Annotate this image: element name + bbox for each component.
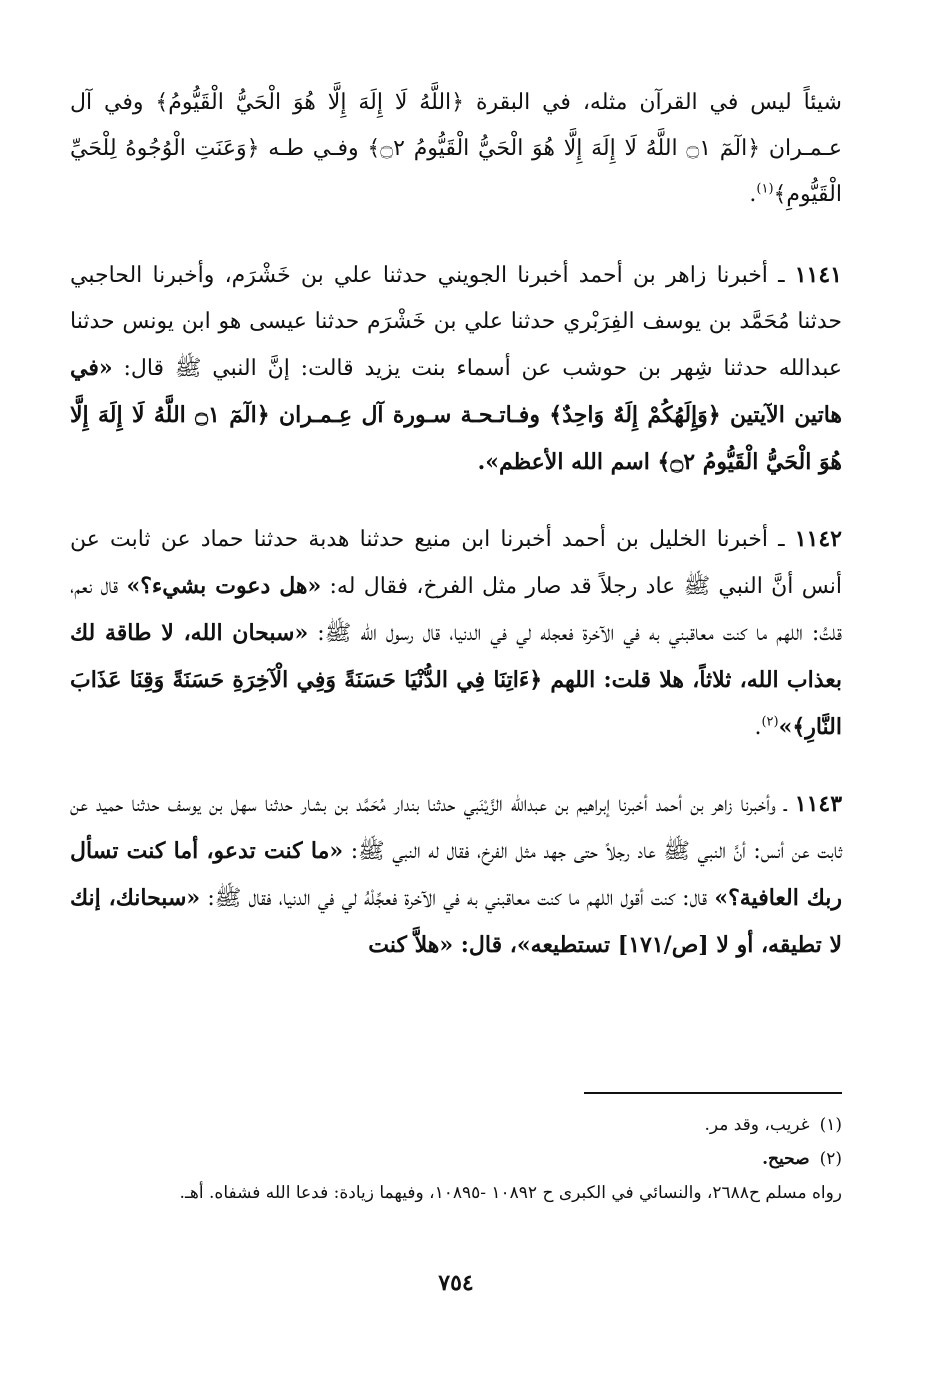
footnote-2-detail bbox=[70, 1176, 842, 1210]
footnote-text: غريب، وقد مر. bbox=[704, 1115, 810, 1135]
footnote-divider bbox=[584, 1092, 842, 1094]
hadith-1141 bbox=[70, 252, 842, 486]
hadith-number: ١١٤٣ bbox=[794, 791, 843, 817]
footnotes bbox=[70, 1108, 842, 1210]
page-number: ٧٥٤ bbox=[438, 1270, 474, 1296]
hadith-number: ١١٤٢ bbox=[794, 526, 842, 552]
hadith-chain: ـ أخبرنا زاهر بن أحمد أخبرنا الجويني حدثنا علي بن خَشْرَم، وأخبرنا الحاجبي حدثنا مُحَمَّد بن يوسف الفِرَبْري حدثنا علي بن خَشْرَم حدثنا عيسى هو ابن يونس حدثنا عبدالله حدثنا شِهر بن حوشب عن أسماء بنت يزيد قالت: إنَّ النبي ﷺ قال: bbox=[70, 263, 842, 381]
page bbox=[70, 80, 842, 1323]
hadith-quote: «ما كنت تدعو، أما كنت تسأل ربك العافية؟» bbox=[70, 838, 842, 911]
intro-paragraph: شيئاً ليس في القرآن مثله، في البقرة ﴿اللَّهُ لَا إِلَهَ إِلَّا هُوَ الْحَيُّ الْقَيُّومُ﴾ وفي آل عـمـران ﴿الٓمٓ ۝١ اللَّهُ لَا إِلَهَ إِلَّا هُوَ الْحَيُّ الْقَيُّومُ ۝٢﴾ وفـي طـه ﴿وَعَنَتِ الْوُجُوهُ لِلْحَيِّ الْقَيُّومِ﴾$^{(١)}$. bbox=[70, 90, 842, 207]
footnote-1 bbox=[70, 1108, 842, 1142]
footnote-ref-1[interactable]: (١) bbox=[756, 181, 774, 197]
footnote-label: (١) bbox=[819, 1115, 842, 1135]
hadith-matn: «سبحانك، إنك لا تطيقه، أو لا [ص/١٧١] تستطيعه»، قال: «هلاَّ كنت bbox=[70, 885, 842, 958]
hadith-quote: «هل دعوت بشيء؟» bbox=[126, 573, 322, 599]
hadith-1142: ١١٤٢ ـ أخبرنا الخليل بن أحمد أخبرنا ابن منيع حدثنا هدبة حدثنا حماد عن ثابت عن أنس أنَّ النبي ﷺ عاد رجلاً قد صار مثل الفرخ، فقال له: «هل دعوت بشيء؟» قال نعم، قلتُ: اللهم ما كنت معاقبني به في الآخرة فعجله لي في الدنيا، قال رسول الله ﷺ: «سبحان الله، لا طاقة لك بعذاب الله، ثلاثاً، هلا قلت: اللهم ﴿ءَاتِنَا فِي الدُّنْيَا حَسَنَةً وَفِي الْآخِرَةِ حَسَنَةً وَقِنَا عَذَابَ النَّارِ﴾»$^{(٢)}$. bbox=[70, 526, 842, 740]
hadith-text: قال نعم، قلتُ: اللهم ما كنت معاقبني به في الآخرة فعجله لي في الدنيا، قال رسول الله ﷺ: bbox=[70, 574, 842, 646]
footnote-text: صحيح. bbox=[762, 1149, 810, 1169]
footnote-ref-2[interactable]: (٢) bbox=[761, 714, 779, 730]
hadith-chain: ـ أخبرنا الخليل بن أحمد أخبرنا ابن منيع حدثنا هدبة حدثنا حماد عن ثابت عن أنس أنَّ النبي ﷺ عاد رجلاً قد صار مثل الفرخ، فقال له: bbox=[70, 527, 842, 599]
hadith-chain: ـ وأخبرنا زاهر بن أحمد أخبرنا إبراهيم بن عبدالله الزَّيْنَبي حدثنا بندار مُحَمَّد بن بشار حدثنا سهل بن يوسف حدثنا حميد عن ثابت عن أنس: أنَّ النبي ﷺ عاد رجلاً حتى جهد مثل الفرخ، فقال له النبي ﷺ: bbox=[70, 792, 843, 864]
hadith-1143 bbox=[70, 781, 842, 969]
intro-text: شيئاً ليس في القرآن مثله، في البقرة ﴿اللَّهُ لَا إِلَهَ إِلَّا هُوَ الْحَيُّ الْقَيُّومُ﴾ وفي آل عـمـران ﴿الٓمٓ ۝١ اللَّهُ لَا إِلَهَ إِلَّا هُوَ الْحَيُّ الْقَيُّومُ ۝٢﴾ وفـي طـه ﴿وَعَنَتِ الْوُجُوهُ لِلْحَيِّ الْقَيُّومِ﴾ bbox=[70, 90, 842, 207]
hadith-matn: «في هاتين الآيتين ﴿وَإِلَهُكُمْ إِلَهٌ وَاحِدٌ﴾ وفـاتـحـة سـورة آل عِـمـران ﴿الٓمٓ ۝١ اللَّهُ لَا إِلَهَ إِلَّا هُوَ الْحَيُّ الْقَيُّومُ ۝٢﴾ اسم الله الأعظم». bbox=[70, 355, 843, 475]
footnote-text: رواه مسلم ح٢٦٨٨، والنسائي في الكبرى ح ١٠٨٩٢ -١٠٨٩٥، وفيهما زيادة: فدعا الله فشفاه. أهـ. bbox=[179, 1183, 842, 1203]
footnote-label: (٢) bbox=[819, 1149, 842, 1169]
hadith-matn: «سبحان الله، لا طاقة لك بعذاب الله، ثلاثاً، هلا قلت: اللهم ﴿ءَاتِنَا فِي الدُّنْيَا حَسَنَةً وَفِي الْآخِرَةِ حَسَنَةً وَقِنَا عَذَابَ النَّارِ﴾» bbox=[70, 620, 842, 740]
hadith-text: قال: كنت أقول اللهم ما كنت معاقبني به في الآخرة فعجِّلْهُ لي في الدنيا، فقال ﷺ: bbox=[207, 886, 708, 911]
hadith-number: ١١٤١ bbox=[794, 262, 842, 288]
footnote-2 bbox=[70, 1142, 842, 1176]
